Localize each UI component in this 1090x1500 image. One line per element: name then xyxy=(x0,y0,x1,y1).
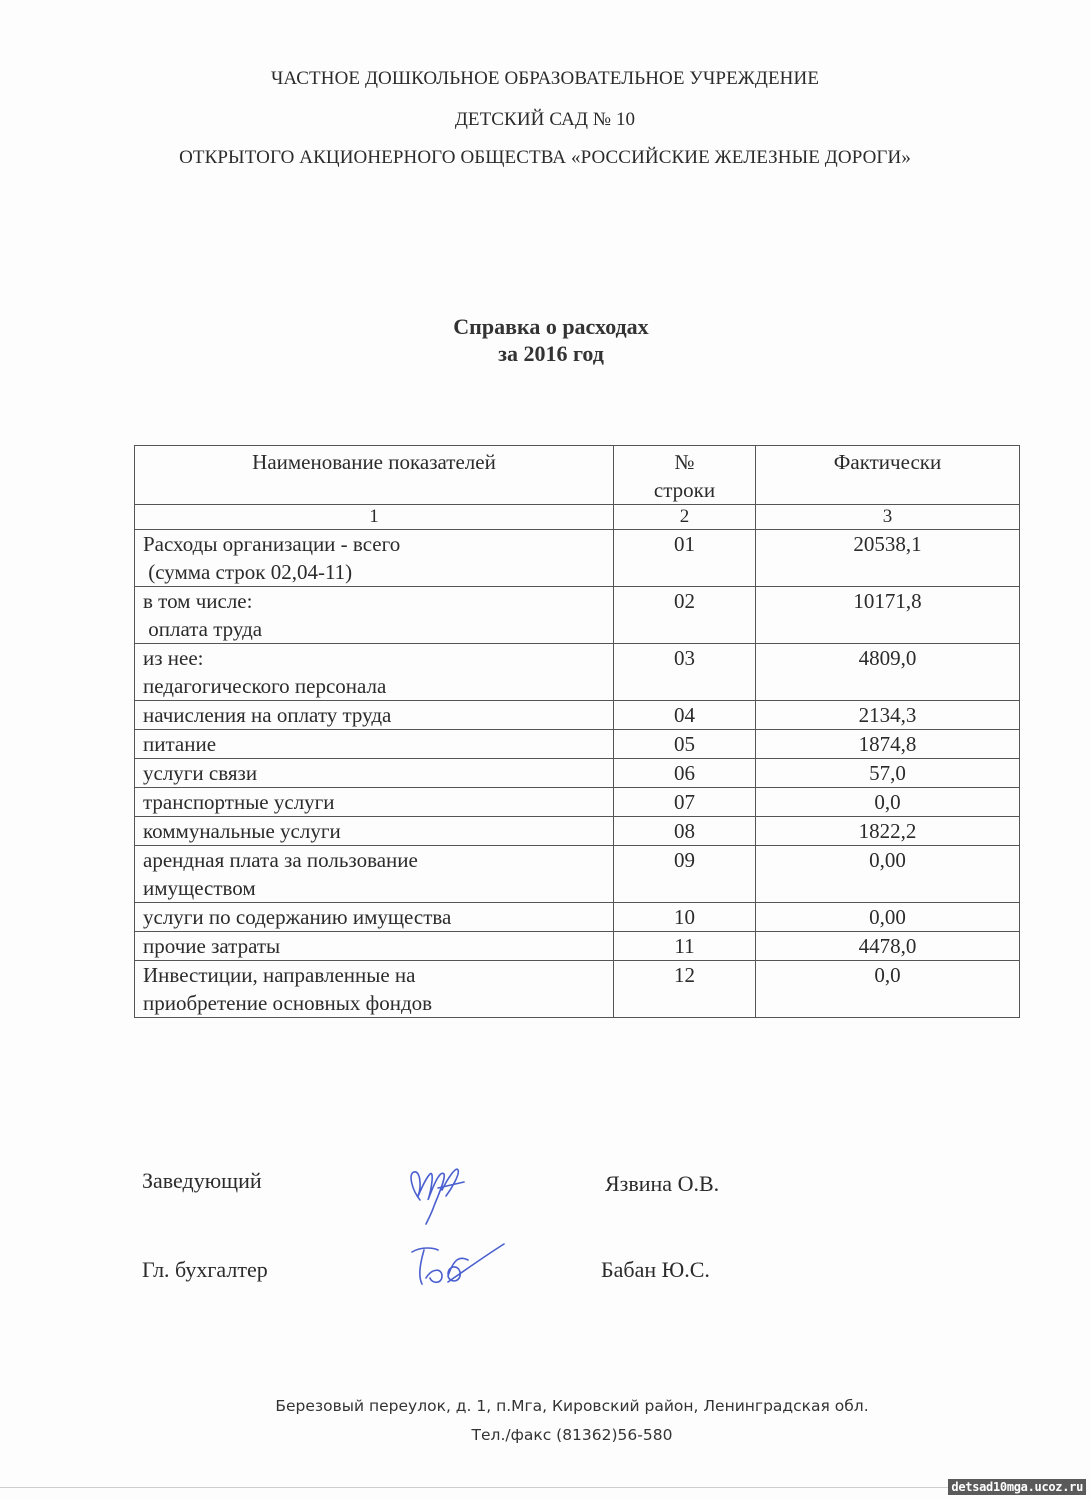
table-row xyxy=(135,644,1020,701)
column-number-row xyxy=(135,505,1020,530)
signer-name-accountant: Бабан Ю.С. xyxy=(601,1257,710,1282)
row-name-line2: приобретение основных фондов xyxy=(143,991,433,1015)
row-name: прочие затраты xyxy=(135,932,614,961)
row-value: 10171,8 xyxy=(756,587,1020,644)
row-value: 0,00 xyxy=(756,903,1020,932)
row-name xyxy=(135,644,614,701)
row-name xyxy=(135,846,614,903)
row-code: 04 xyxy=(614,701,756,730)
row-name xyxy=(135,961,614,1018)
column-header-name: Наименование показателей xyxy=(135,446,614,505)
row-name: питание xyxy=(135,730,614,759)
column-number-3: 3 xyxy=(756,505,1020,530)
row-name xyxy=(135,530,614,587)
signer-name-head: Язвина О.В. xyxy=(605,1171,720,1196)
table-row xyxy=(135,817,1020,846)
row-code: 02 xyxy=(614,587,756,644)
row-name: услуги по содержанию имущества xyxy=(135,903,614,932)
table-row xyxy=(135,932,1020,961)
row-name xyxy=(135,587,614,644)
table-row xyxy=(135,788,1020,817)
row-value: 20538,1 xyxy=(756,530,1020,587)
table-row xyxy=(135,530,1020,587)
row-value: 4478,0 xyxy=(756,932,1020,961)
row-value: 1822,2 xyxy=(756,817,1020,846)
footer-phone: Тел./факс (81362)56-580 xyxy=(471,1426,673,1444)
row-name-line1: из нее: xyxy=(143,646,204,670)
row-code: 07 xyxy=(614,788,756,817)
row-value: 4809,0 xyxy=(756,644,1020,701)
row-name-line2: (сумма строк 02,04-11) xyxy=(143,560,353,584)
row-name-line2: имуществом xyxy=(143,876,256,900)
org-name-heading: ДЕТСКИЙ САД № 10 xyxy=(454,109,636,130)
row-code: 01 xyxy=(614,530,756,587)
row-value: 0,00 xyxy=(756,846,1020,903)
footer-address: Березовый переулок, д. 1, п.Мга, Кировский район, Ленинградская обл. xyxy=(275,1397,869,1415)
row-code: 05 xyxy=(614,730,756,759)
row-name: транспортные услуги xyxy=(135,788,614,817)
row-code: 09 xyxy=(614,846,756,903)
table-row xyxy=(135,846,1020,903)
org-type-heading: ЧАСТНОЕ ДОШКОЛЬНОЕ ОБРАЗОВАТЕЛЬНОЕ УЧРЕЖДЕНИЕ xyxy=(270,68,820,89)
row-code: 12 xyxy=(614,961,756,1018)
handwritten-signature-icon xyxy=(408,1238,508,1303)
row-value: 1874,8 xyxy=(756,730,1020,759)
table-row xyxy=(135,587,1020,644)
column-header-code-label: № строки xyxy=(653,450,716,502)
row-name-line1: в том числе: xyxy=(143,589,253,613)
row-value: 57,0 xyxy=(756,759,1020,788)
table-row xyxy=(135,903,1020,932)
signer-role-head: Заведующий xyxy=(142,1168,262,1193)
row-name-line1: Расходы организации - всего xyxy=(143,532,401,556)
row-code: 10 xyxy=(614,903,756,932)
row-code: 06 xyxy=(614,759,756,788)
row-name-line1: Инвестиции, направленные на xyxy=(143,963,416,987)
row-name-line2: оплата труда xyxy=(143,617,263,641)
row-name: коммунальные услуги xyxy=(135,817,614,846)
table-row xyxy=(135,759,1020,788)
expenses-table xyxy=(134,445,1020,1018)
row-name: услуги связи xyxy=(135,759,614,788)
column-header-code xyxy=(614,446,756,505)
row-name-line1: арендная плата за пользование xyxy=(143,848,418,872)
document-period: за 2016 год xyxy=(498,341,604,366)
signer-role-accountant: Гл. бухгалтер xyxy=(142,1257,268,1282)
row-name: начисления на оплату труда xyxy=(135,701,614,730)
row-code: 11 xyxy=(614,932,756,961)
table-row xyxy=(135,701,1020,730)
row-code: 08 xyxy=(614,817,756,846)
row-value: 0,0 xyxy=(756,788,1020,817)
parent-org-heading: ОТКРЫТОГО АКЦИОНЕРНОГО ОБЩЕСТВА «РОССИЙСКИЕ ЖЕЛЕЗНЫЕ ДОРОГИ» xyxy=(179,147,911,168)
table-row xyxy=(135,730,1020,759)
column-number-1: 1 xyxy=(135,505,614,530)
document-title: Справка о расходах xyxy=(453,314,649,339)
site-watermark: detsad10mga.ucoz.ru xyxy=(948,1479,1086,1495)
table-header-row xyxy=(135,446,1020,505)
table-row xyxy=(135,961,1020,1018)
column-number-2: 2 xyxy=(614,505,756,530)
row-code: 03 xyxy=(614,644,756,701)
row-value: 2134,3 xyxy=(756,701,1020,730)
row-value: 0,0 xyxy=(756,961,1020,1018)
column-header-actual: Фактически xyxy=(756,446,1020,505)
handwritten-signature-icon xyxy=(398,1160,488,1235)
bottom-divider xyxy=(0,1487,1000,1488)
row-name-line2: педагогического персонала xyxy=(143,674,387,698)
